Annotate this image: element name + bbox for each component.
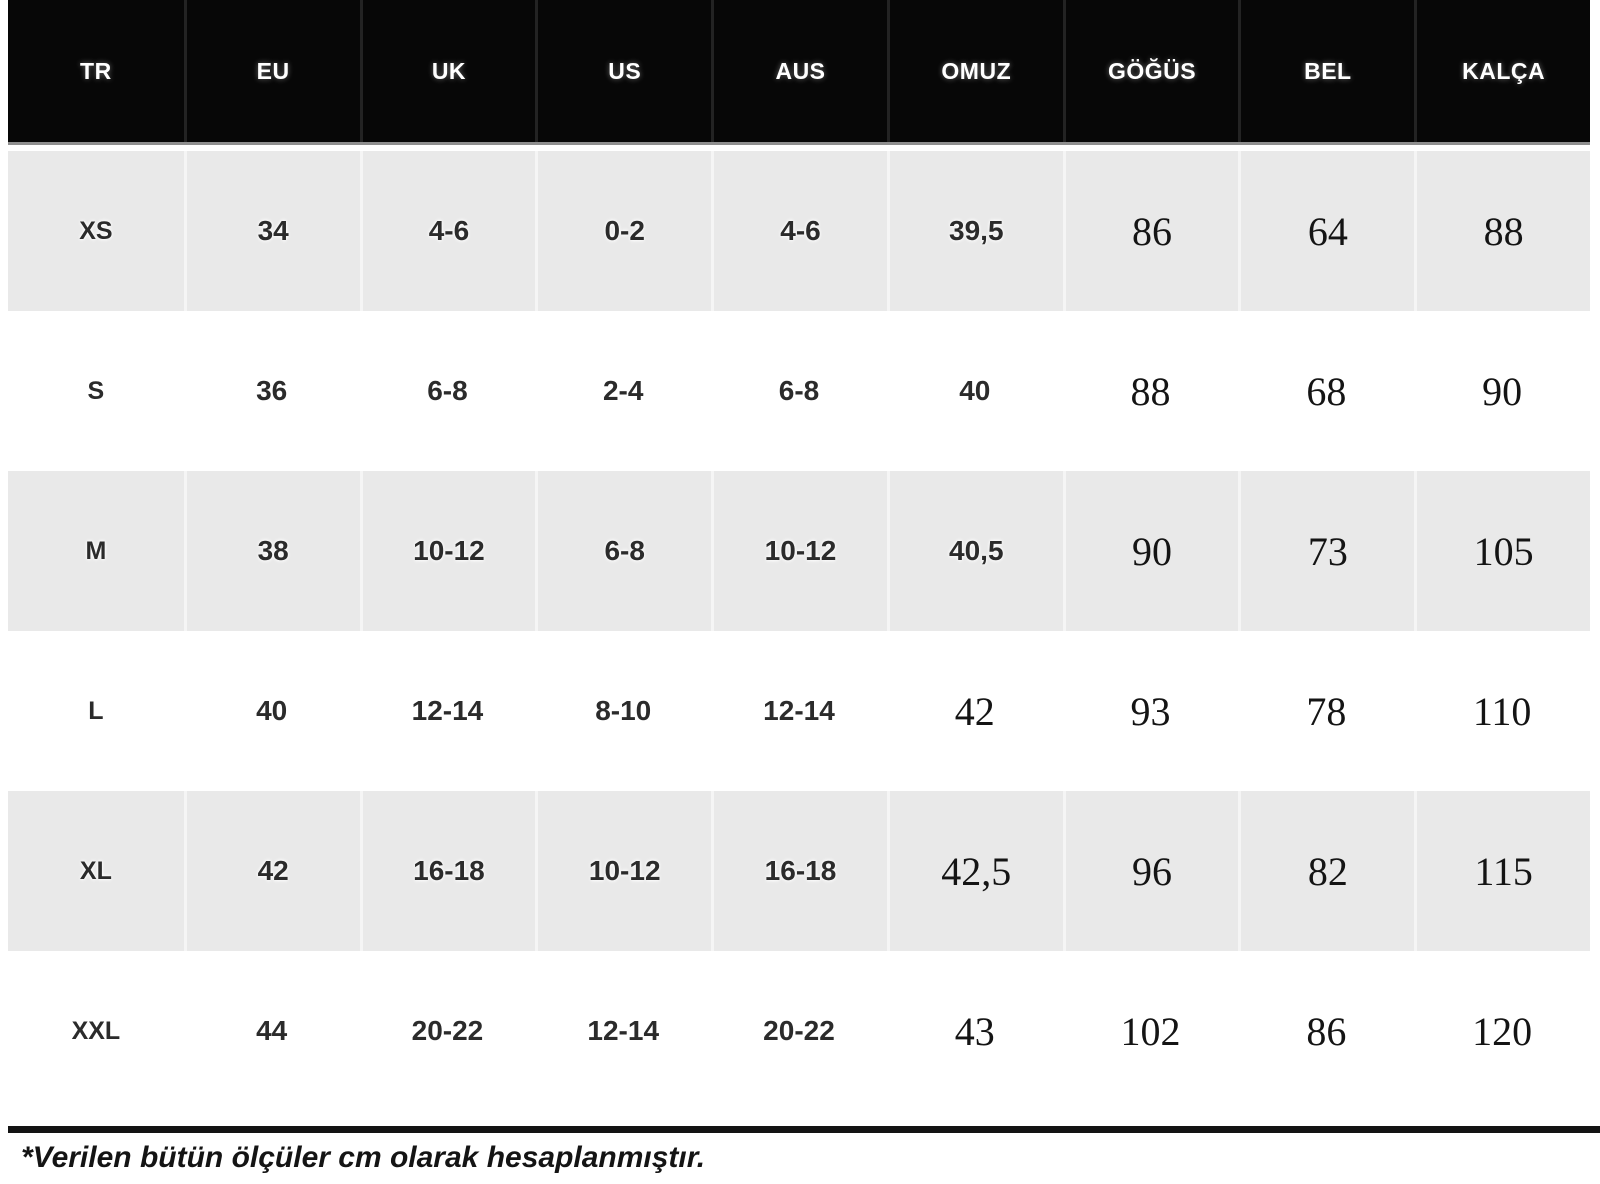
cell-l-us: 8-10 [595, 695, 652, 726]
cell-l-gogus: 93 [1130, 688, 1171, 734]
cell-xxl-bel: 86 [1306, 1008, 1347, 1054]
header-cell-tr: TR [80, 57, 112, 84]
cell-s-us: 2-4 [602, 375, 644, 406]
cell-s-bel: 68 [1306, 368, 1347, 414]
cell-l-omuz: 42 [954, 688, 995, 734]
cell-l-kalca: 110 [1472, 688, 1532, 734]
cell-xl-eu: 42 [184, 791, 360, 951]
cell-xl-omuz: 42,5 [887, 791, 1063, 951]
cell-l-eu: 40 [256, 695, 288, 726]
table-body [8, 151, 1590, 1111]
cell-xxl-eu: 44 [256, 1015, 288, 1046]
cell-l-aus: 12-14 [763, 695, 835, 726]
divider-rule [8, 1126, 1600, 1133]
cell-xxl-kalca: 120 [1472, 1008, 1533, 1054]
table-row-s [8, 311, 1590, 471]
cell-xs-eu: 34 [184, 151, 360, 311]
cell-xs-bel: 64 [1238, 151, 1414, 311]
cell-xl-uk: 16-18 [360, 791, 536, 951]
cell-xs-kalca: 88 [1414, 151, 1590, 311]
cell-m-uk: 10-12 [360, 471, 536, 631]
cell-s-uk: 6-8 [427, 375, 468, 406]
cell-s-gogus: 88 [1130, 368, 1171, 414]
header-cell-uk: UK [360, 0, 536, 142]
cell-xl-bel: 82 [1238, 791, 1414, 951]
cell-xl-gogus: 96 [1063, 791, 1239, 951]
cell-xs-uk: 4-6 [360, 151, 536, 311]
header-cell-eu: EU [184, 0, 360, 142]
cell-l-tr: L [88, 696, 104, 725]
footnote: *Verilen bütün ölçüler cm olarak hesaplanmıştır. [21, 1141, 706, 1174]
header-row [8, 0, 1590, 145]
cell-s-aus: 6-8 [778, 375, 820, 406]
cell-s-tr: S [87, 376, 105, 405]
cell-s-eu: 36 [256, 375, 288, 406]
header-cell-gogus: GÖĞÜS [1063, 0, 1239, 142]
cell-xs-us: 0-2 [535, 151, 711, 311]
table-row-xl [8, 791, 1590, 951]
cell-l-bel: 78 [1306, 688, 1347, 734]
cell-xxl-aus: 20-22 [763, 1015, 835, 1046]
header-cell-us: US [535, 0, 711, 142]
cell-s-kalca: 90 [1482, 368, 1523, 414]
cell-xs-aus: 4-6 [711, 151, 887, 311]
cell-xl-aus: 16-18 [711, 791, 887, 951]
header-cell-aus: AUS [711, 0, 887, 142]
header-cell-omuz: OMUZ [887, 0, 1063, 142]
cell-m-kalca: 105 [1414, 471, 1590, 631]
cell-xxl-gogus: 102 [1120, 1008, 1181, 1054]
table-row-xs [8, 151, 1590, 311]
cell-xs-gogus: 86 [1063, 151, 1239, 311]
cell-m-tr: M [85, 536, 107, 565]
cell-xxl-omuz: 43 [954, 1008, 995, 1054]
cell-l-uk: 12-14 [411, 695, 484, 726]
cell-m-aus: 10-12 [711, 471, 887, 631]
table-row-m [8, 471, 1590, 631]
cell-xxl-us: 12-14 [587, 1015, 660, 1046]
cell-xl-tr: XL [79, 856, 112, 885]
cell-m-omuz: 40,5 [887, 471, 1063, 631]
size-table [8, 0, 1590, 1111]
cell-m-eu: 38 [184, 471, 360, 631]
table-row-xxl [8, 951, 1590, 1111]
cell-m-us: 6-8 [535, 471, 711, 631]
cell-xs-tr: XS [79, 216, 113, 245]
cell-xl-us: 10-12 [535, 791, 711, 951]
cell-xs-omuz: 39,5 [887, 151, 1063, 311]
cell-m-bel: 73 [1238, 471, 1414, 631]
header-cell-kalca: KALÇA [1414, 0, 1590, 142]
table-row-l [8, 631, 1590, 791]
header-cell-bel: BEL [1238, 0, 1414, 142]
cell-m-gogus: 90 [1063, 471, 1239, 631]
cell-xxl-uk: 20-22 [411, 1015, 484, 1046]
cell-s-omuz: 40 [959, 375, 991, 406]
cell-xl-kalca: 115 [1414, 791, 1590, 951]
cell-xxl-tr: XXL [71, 1016, 121, 1045]
